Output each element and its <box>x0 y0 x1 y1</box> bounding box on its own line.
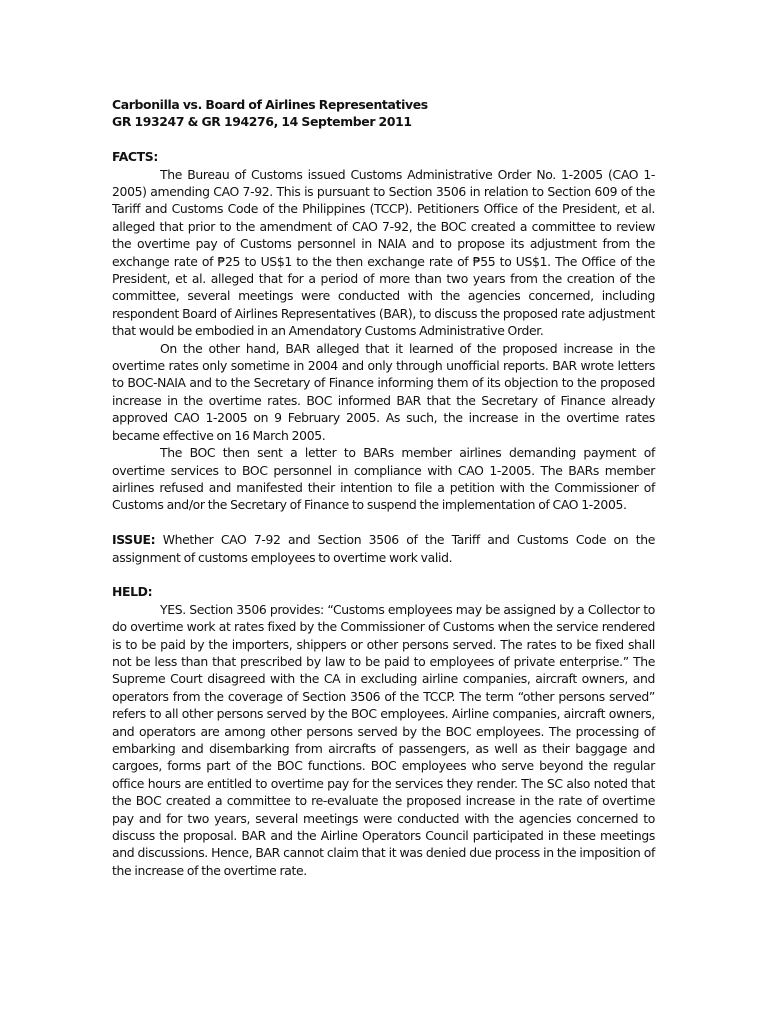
facts-heading: FACTS: <box>112 149 158 165</box>
facts-paragraph-3: The BOC then sent a letter to BARs member airlines demanding payment of overtime services to BOC personnel in compliance with CAO 1-2005. The BARs member airlines refused and manifested their intention to file a petition with the Commissioner of Customs and/or the Secretary of Finance to suspend the implementation of CAO 1-2005. <box>112 445 655 513</box>
facts-paragraph-2: On the other hand, BAR alleged that it learned of the proposed increase in the overtime rates only sometime in 2004 and only through unofficial reports. BAR wrote letters to BOC-NAIA and to the Secretary of Finance informing them of its objection to the proposed increase in the overtime rates. BOC informed BAR that the Secretary of Finance already approved CAO 1-2005 on 9 February 2005. As such, the increase in the overtime rates became effective on 16 March 2005. <box>112 340 655 443</box>
case-title: Carbonilla vs. Board of Airlines Representatives <box>112 97 428 112</box>
spacer <box>112 131 655 148</box>
case-citation: GR 193247 & GR 194276, 14 September 2011 <box>112 114 412 130</box>
issue-section <box>112 531 655 566</box>
spacer <box>112 514 655 531</box>
held-heading: HELD: <box>112 584 153 600</box>
issue-text: Whether CAO 7-92 and Section 3506 of the Tariff and Customs Code on the assignment of customs employees to overtime work valid. <box>112 532 655 565</box>
held-paragraph: YES. Section 3506 provides: “Customs employees may be assigned by a Collector to do overtime work at rates fixed by the Commissioner of Customs when the service rendered is to be paid by the importers, shippers or other persons served. The rates to be fixed shall not be less than that prescribed by law to be paid to employees of private enterprise.” The Supreme Court disagreed with the CA in excluding airline companies, aircraft owners, and operators from the coverage of Section 3506 of the TCCP. The term “other persons served” refers to all other persons served by the BOC employees. Airline companies, aircraft owners, and operators are among other persons served by the BOC employees. The processing of embarking and disembarking from aircrafts of passengers, as well as their baggage and cargoes, forms part of the BOC functions. BOC employees who serve beyond the regular office hours are entitled to overtime pay for the services they render. The SC also noted that the BOC created a committee to re-evaluate the proposed increase in the rate of overtime pay and for two years, several meetings were conducted with the agencies concerned to discuss the proposal. BAR and the Airline Operators Council participated in these meetings and discussions. Hence, BAR cannot claim that it was denied due process in the imposition of the increase of the overtime rate. <box>112 601 655 878</box>
spacer <box>112 566 655 583</box>
issue-label: ISSUE: <box>112 532 156 548</box>
facts-paragraph-1: The Bureau of Customs issued Customs Administrative Order No. 1-2005 (CAO 1-2005) amending CAO 7-92. This is pursuant to Section 3506 in relation to Section 609 of the Tariff and Customs Code of the Philippines (TCCP). Petitioners Office of the President, et al. alleged that prior to the amendment of CAO 7-92, the BOC created a committee to review the overtime pay of Customs personnel in NAIA and to propose its adjustment from the exchange rate of ₱25 to US$1 to the then exchange rate of ₱55 to US$1. The Office of the President, et al. alleged that for a period of more than two years from the creation of the committee, several meetings were conducted with the agencies concerned, including respondent Board of Airlines Representatives (BAR), to discuss the proposed rate adjustment that would be embodied in an Amendatory Customs Administrative Order. <box>112 166 655 339</box>
